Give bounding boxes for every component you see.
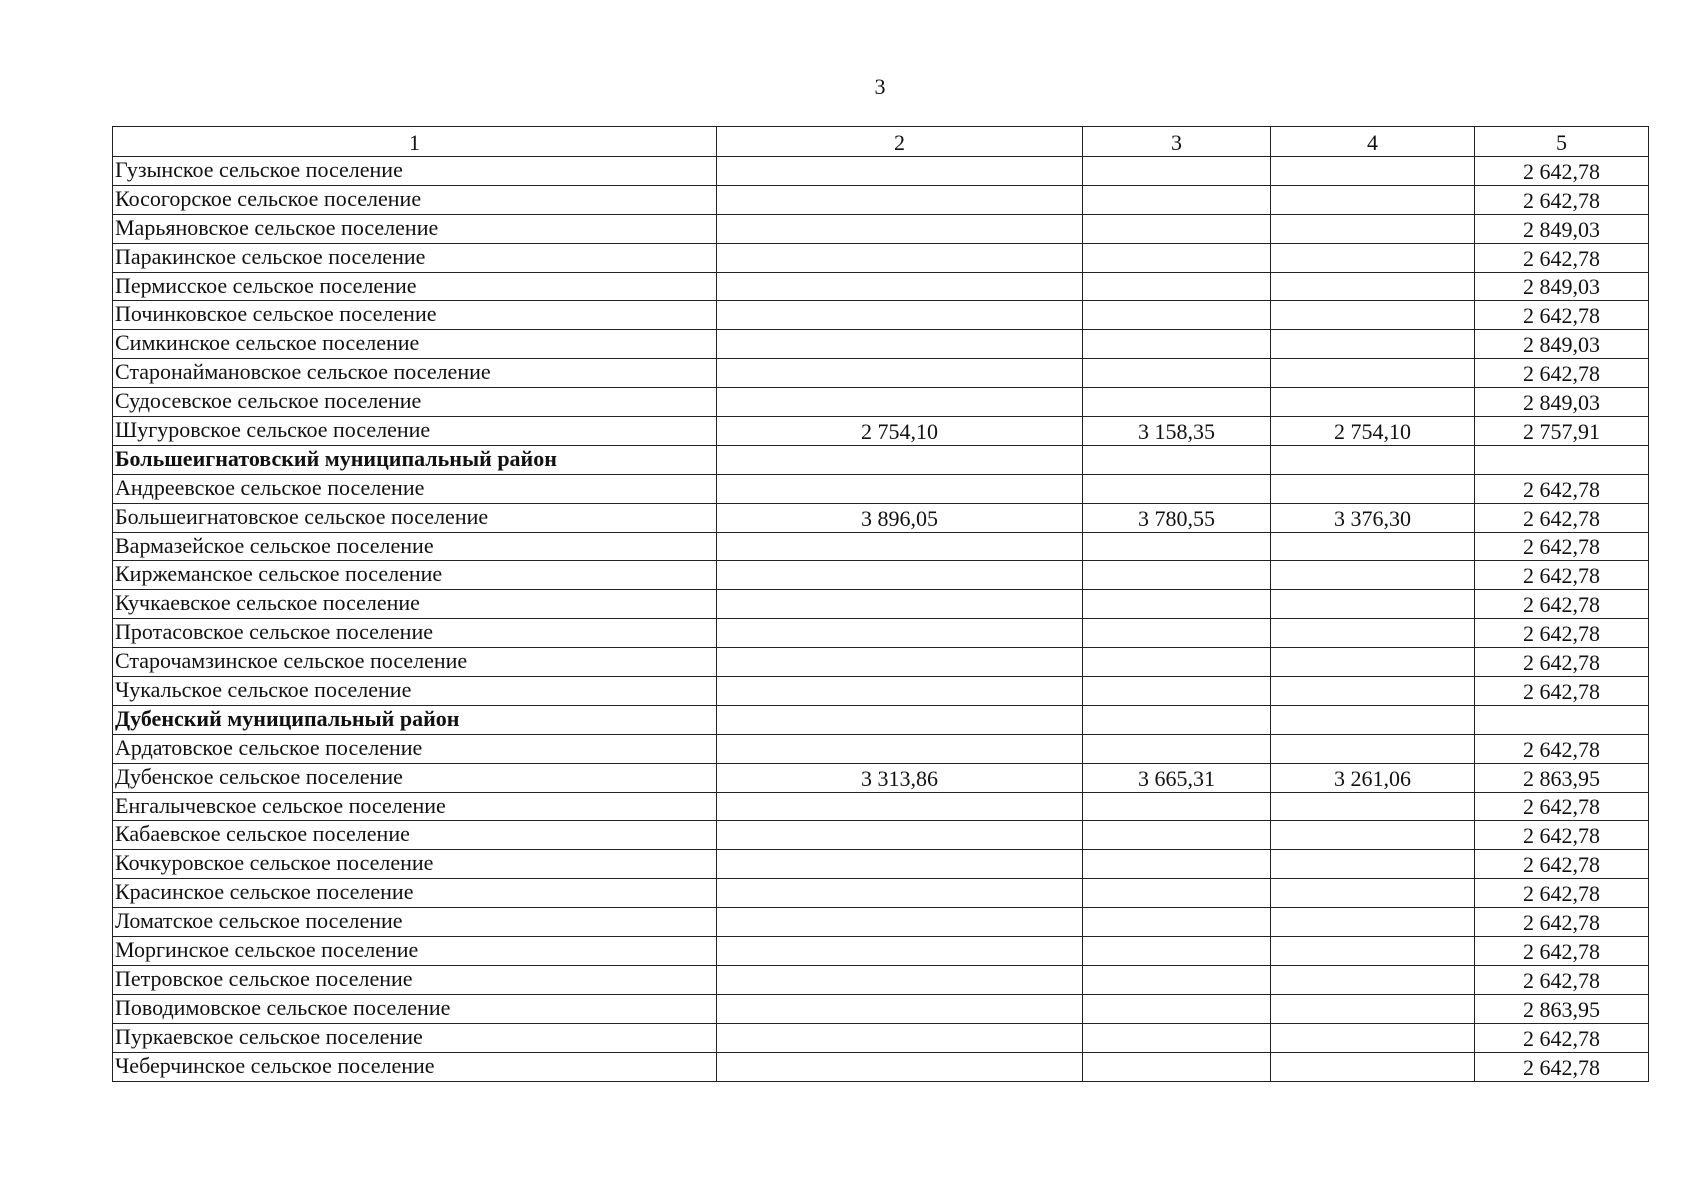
table-row xyxy=(113,157,1649,186)
value-cell-col-4 xyxy=(1271,879,1475,908)
value-cell-col-5: 2 849,03 xyxy=(1475,388,1649,417)
value-cell-col-4 xyxy=(1271,359,1475,388)
table-row xyxy=(113,879,1649,908)
table-row xyxy=(113,185,1649,214)
value-cell-col-2: 3 896,05 xyxy=(717,503,1083,532)
value-cell-col-4 xyxy=(1271,1052,1475,1081)
value-cell-col-5: 2 642,78 xyxy=(1475,734,1649,763)
value-cell-col-3 xyxy=(1083,388,1271,417)
settlement-name-cell: Петровское сельское поселение xyxy=(113,965,717,994)
value-cell-col-5 xyxy=(1475,445,1649,474)
value-cell-col-5: 2 642,78 xyxy=(1475,792,1649,821)
value-cell-col-3 xyxy=(1083,359,1271,388)
value-cell-col-5: 2 642,78 xyxy=(1475,359,1649,388)
value-cell-col-5: 2 642,78 xyxy=(1475,474,1649,503)
settlement-name-cell: Поводимовское сельское поселение xyxy=(113,994,717,1023)
value-cell-col-3 xyxy=(1083,532,1271,561)
value-cell-col-2 xyxy=(717,243,1083,272)
table-row xyxy=(113,503,1649,532)
value-cell-col-4 xyxy=(1271,561,1475,590)
value-cell-col-5: 2 642,78 xyxy=(1475,157,1649,186)
column-header-3: 3 xyxy=(1083,127,1271,157)
value-cell-col-3 xyxy=(1083,850,1271,879)
value-cell-col-2 xyxy=(717,648,1083,677)
settlement-name-cell: Паракинское сельское поселение xyxy=(113,243,717,272)
settlement-name-cell: Гузынское сельское поселение xyxy=(113,157,717,186)
value-cell-col-2 xyxy=(717,1023,1083,1052)
value-cell-col-2 xyxy=(717,965,1083,994)
value-cell-col-3 xyxy=(1083,879,1271,908)
value-cell-col-5: 2 642,78 xyxy=(1475,590,1649,619)
value-cell-col-3 xyxy=(1083,677,1271,706)
value-cell-col-5: 2 642,78 xyxy=(1475,937,1649,966)
value-cell-col-4 xyxy=(1271,157,1475,186)
settlement-name-cell: Андреевское сельское поселение xyxy=(113,474,717,503)
value-cell-col-3 xyxy=(1083,243,1271,272)
settlement-name-cell: Красинское сельское поселение xyxy=(113,879,717,908)
value-cell-col-4 xyxy=(1271,532,1475,561)
table-row xyxy=(113,937,1649,966)
table-row xyxy=(113,677,1649,706)
value-cell-col-3 xyxy=(1083,1052,1271,1081)
value-cell-col-3: 3 780,55 xyxy=(1083,503,1271,532)
value-cell-col-5: 2 642,78 xyxy=(1475,1052,1649,1081)
table-row xyxy=(113,994,1649,1023)
value-cell-col-4 xyxy=(1271,330,1475,359)
table-row xyxy=(113,1052,1649,1081)
value-cell-col-5: 2 642,78 xyxy=(1475,185,1649,214)
settlement-name-cell: Большеигнатовский муниципальный район xyxy=(113,445,717,474)
table-row xyxy=(113,792,1649,821)
value-cell-col-3 xyxy=(1083,1023,1271,1052)
value-cell-col-3 xyxy=(1083,619,1271,648)
value-cell-col-5: 2 849,03 xyxy=(1475,272,1649,301)
settlement-name-cell: Старонаймановское сельское поселение xyxy=(113,359,717,388)
value-cell-col-2 xyxy=(717,272,1083,301)
value-cell-col-4 xyxy=(1271,301,1475,330)
value-cell-col-3 xyxy=(1083,301,1271,330)
column-header-5: 5 xyxy=(1475,127,1649,157)
value-cell-col-4 xyxy=(1271,648,1475,677)
table-row xyxy=(113,1023,1649,1052)
table-row xyxy=(113,850,1649,879)
value-cell-col-5: 2 642,78 xyxy=(1475,821,1649,850)
value-cell-col-3 xyxy=(1083,792,1271,821)
value-cell-col-3 xyxy=(1083,185,1271,214)
value-cell-col-4 xyxy=(1271,243,1475,272)
value-cell-col-4: 3 376,30 xyxy=(1271,503,1475,532)
settlement-name-cell: Чеберчинское сельское поселение xyxy=(113,1052,717,1081)
value-cell-col-5: 2 642,78 xyxy=(1475,677,1649,706)
value-cell-col-5: 2 642,78 xyxy=(1475,850,1649,879)
table-row xyxy=(113,417,1649,446)
value-cell-col-5: 2 863,95 xyxy=(1475,994,1649,1023)
settlement-name-cell: Пермисское сельское поселение xyxy=(113,272,717,301)
value-cell-col-4 xyxy=(1271,388,1475,417)
value-cell-col-3 xyxy=(1083,908,1271,937)
value-cell-col-2 xyxy=(717,734,1083,763)
value-cell-col-4 xyxy=(1271,734,1475,763)
settlement-name-cell: Симкинское сельское поселение xyxy=(113,330,717,359)
value-cell-col-2 xyxy=(717,532,1083,561)
value-cell-col-2 xyxy=(717,619,1083,648)
table-row xyxy=(113,965,1649,994)
table-row xyxy=(113,359,1649,388)
value-cell-col-2 xyxy=(717,1052,1083,1081)
value-cell-col-3 xyxy=(1083,474,1271,503)
table-row xyxy=(113,272,1649,301)
value-cell-col-3 xyxy=(1083,994,1271,1023)
value-cell-col-4 xyxy=(1271,590,1475,619)
table-row xyxy=(113,330,1649,359)
settlement-name-cell: Ломатское сельское поселение xyxy=(113,908,717,937)
value-cell-col-2 xyxy=(717,185,1083,214)
value-cell-col-2 xyxy=(717,359,1083,388)
settlement-name-cell: Косогорское сельское поселение xyxy=(113,185,717,214)
value-cell-col-4 xyxy=(1271,821,1475,850)
settlement-name-cell: Ардатовское сельское поселение xyxy=(113,734,717,763)
value-cell-col-5: 2 642,78 xyxy=(1475,301,1649,330)
table-header xyxy=(113,127,1649,157)
value-cell-col-2 xyxy=(717,879,1083,908)
district-row xyxy=(113,445,1649,474)
settlement-name-cell: Шугуровское сельское поселение xyxy=(113,417,717,446)
value-cell-col-2 xyxy=(717,590,1083,619)
value-cell-col-2 xyxy=(717,157,1083,186)
settlement-name-cell: Судосевское сельское поселение xyxy=(113,388,717,417)
table-body xyxy=(113,157,1649,1082)
value-cell-col-4 xyxy=(1271,214,1475,243)
value-cell-col-3 xyxy=(1083,590,1271,619)
value-cell-col-4: 3 261,06 xyxy=(1271,763,1475,792)
table-row xyxy=(113,821,1649,850)
value-cell-col-2 xyxy=(717,561,1083,590)
table-row xyxy=(113,590,1649,619)
value-cell-col-3 xyxy=(1083,821,1271,850)
value-cell-col-2: 2 754,10 xyxy=(717,417,1083,446)
value-cell-col-5: 2 757,91 xyxy=(1475,417,1649,446)
value-cell-col-2 xyxy=(717,214,1083,243)
value-cell-col-5: 2 642,78 xyxy=(1475,561,1649,590)
value-cell-col-4 xyxy=(1271,474,1475,503)
settlement-name-cell: Чукальское сельское поселение xyxy=(113,677,717,706)
value-cell-col-3 xyxy=(1083,157,1271,186)
value-cell-col-4 xyxy=(1271,1023,1475,1052)
district-row xyxy=(113,705,1649,734)
value-cell-col-2 xyxy=(717,850,1083,879)
table-row xyxy=(113,908,1649,937)
table-row xyxy=(113,619,1649,648)
value-cell-col-2 xyxy=(717,821,1083,850)
value-cell-col-3 xyxy=(1083,330,1271,359)
value-cell-col-3 xyxy=(1083,937,1271,966)
value-cell-col-2 xyxy=(717,792,1083,821)
settlement-name-cell: Вармазейское сельское поселение xyxy=(113,532,717,561)
tariff-table xyxy=(112,126,1649,1082)
value-cell-col-4 xyxy=(1271,705,1475,734)
value-cell-col-4 xyxy=(1271,445,1475,474)
table-row xyxy=(113,474,1649,503)
value-cell-col-4 xyxy=(1271,792,1475,821)
table-row xyxy=(113,648,1649,677)
value-cell-col-5: 2 642,78 xyxy=(1475,908,1649,937)
value-cell-col-2 xyxy=(717,445,1083,474)
settlement-name-cell: Протасовское сельское поселение xyxy=(113,619,717,648)
column-header-1: 1 xyxy=(113,127,717,157)
value-cell-col-5: 2 642,78 xyxy=(1475,503,1649,532)
value-cell-col-4 xyxy=(1271,185,1475,214)
settlement-name-cell: Старочамзинское сельское поселение xyxy=(113,648,717,677)
value-cell-col-5: 2 849,03 xyxy=(1475,330,1649,359)
value-cell-col-5 xyxy=(1475,705,1649,734)
header-row xyxy=(113,127,1649,157)
table-row xyxy=(113,243,1649,272)
value-cell-col-5: 2 642,78 xyxy=(1475,965,1649,994)
table-row xyxy=(113,561,1649,590)
value-cell-col-2 xyxy=(717,677,1083,706)
value-cell-col-4 xyxy=(1271,937,1475,966)
table-row xyxy=(113,532,1649,561)
page-number: 3 xyxy=(874,74,886,99)
value-cell-col-5: 2 642,78 xyxy=(1475,879,1649,908)
column-header-4: 4 xyxy=(1271,127,1475,157)
value-cell-col-3 xyxy=(1083,272,1271,301)
table-row xyxy=(113,388,1649,417)
value-cell-col-3 xyxy=(1083,214,1271,243)
settlement-name-cell: Дубенский муниципальный район xyxy=(113,705,717,734)
value-cell-col-2 xyxy=(717,388,1083,417)
value-cell-col-5: 2 642,78 xyxy=(1475,648,1649,677)
value-cell-col-4: 2 754,10 xyxy=(1271,417,1475,446)
value-cell-col-5: 2 642,78 xyxy=(1475,1023,1649,1052)
value-cell-col-3 xyxy=(1083,734,1271,763)
value-cell-col-3 xyxy=(1083,561,1271,590)
value-cell-col-4 xyxy=(1271,677,1475,706)
value-cell-col-2: 3 313,86 xyxy=(717,763,1083,792)
value-cell-col-3: 3 665,31 xyxy=(1083,763,1271,792)
settlement-name-cell: Пуркаевское сельское поселение xyxy=(113,1023,717,1052)
value-cell-col-4 xyxy=(1271,619,1475,648)
settlement-name-cell: Кучкаевское сельское поселение xyxy=(113,590,717,619)
value-cell-col-3 xyxy=(1083,445,1271,474)
value-cell-col-3 xyxy=(1083,705,1271,734)
value-cell-col-2 xyxy=(717,474,1083,503)
settlement-name-cell: Енгалычевское сельское поселение xyxy=(113,792,717,821)
value-cell-col-2 xyxy=(717,301,1083,330)
column-header-2: 2 xyxy=(717,127,1083,157)
value-cell-col-5: 2 849,03 xyxy=(1475,214,1649,243)
settlement-name-cell: Кабаевское сельское поселение xyxy=(113,821,717,850)
table-row xyxy=(113,301,1649,330)
table-row xyxy=(113,763,1649,792)
value-cell-col-4 xyxy=(1271,850,1475,879)
settlement-name-cell: Починковское сельское поселение xyxy=(113,301,717,330)
table-row xyxy=(113,214,1649,243)
value-cell-col-3 xyxy=(1083,965,1271,994)
value-cell-col-4 xyxy=(1271,965,1475,994)
value-cell-col-5: 2 863,95 xyxy=(1475,763,1649,792)
value-cell-col-2 xyxy=(717,330,1083,359)
value-cell-col-4 xyxy=(1271,994,1475,1023)
table-row xyxy=(113,734,1649,763)
settlement-name-cell: Кочкуровское сельское поселение xyxy=(113,850,717,879)
value-cell-col-5: 2 642,78 xyxy=(1475,243,1649,272)
value-cell-col-2 xyxy=(717,705,1083,734)
settlement-name-cell: Марьяновское сельское поселение xyxy=(113,214,717,243)
value-cell-col-5: 2 642,78 xyxy=(1475,619,1649,648)
settlement-name-cell: Большеигнатовское сельское поселение xyxy=(113,503,717,532)
value-cell-col-2 xyxy=(717,994,1083,1023)
settlement-name-cell: Дубенское сельское поселение xyxy=(113,763,717,792)
value-cell-col-4 xyxy=(1271,272,1475,301)
value-cell-col-2 xyxy=(717,908,1083,937)
value-cell-col-2 xyxy=(717,937,1083,966)
settlement-name-cell: Киржеманское сельское поселение xyxy=(113,561,717,590)
value-cell-col-3: 3 158,35 xyxy=(1083,417,1271,446)
value-cell-col-3 xyxy=(1083,648,1271,677)
value-cell-col-4 xyxy=(1271,908,1475,937)
settlement-name-cell: Моргинское сельское поселение xyxy=(113,937,717,966)
value-cell-col-5: 2 642,78 xyxy=(1475,532,1649,561)
